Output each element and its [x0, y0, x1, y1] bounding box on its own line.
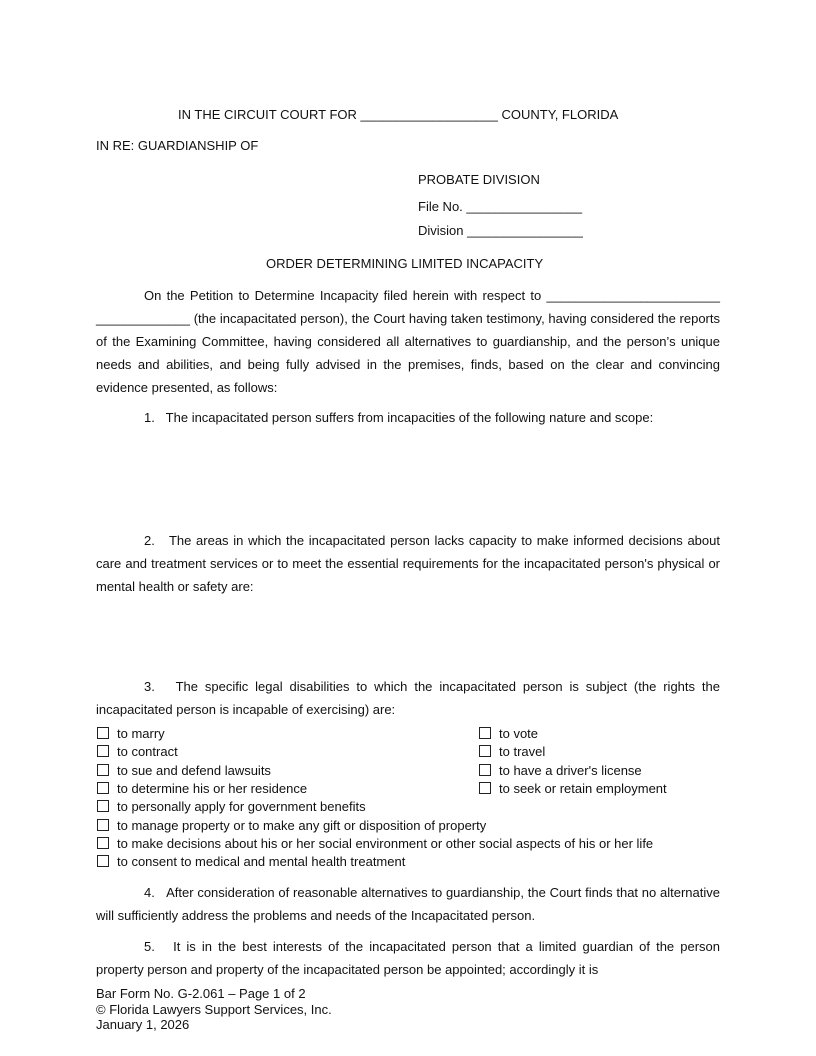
right-checkbox-item[interactable]: [97, 779, 307, 797]
right-label: to manage property or to make any gift or disposition of property: [117, 817, 487, 833]
checkbox[interactable]: [97, 727, 109, 739]
copyright-notice: © Florida Lawyers Support Services, Inc.: [96, 1001, 332, 1017]
right-checkbox-item[interactable]: [97, 797, 366, 815]
finding-5: 5. It is in the best interests of the incapacitated person that a limited guardian of the person property person and property of the incapacitated person be appointed; accordingly it is: [96, 939, 720, 977]
right-label: to sue and defend lawsuits: [117, 762, 271, 778]
finding-2: 2. The areas in which the incapacitated person lacks capacity to make informed decisions about care and treatment services or to meet the essential requirements for the incapacitated person's physical or mental health or safety are:: [96, 533, 720, 594]
right-checkbox-item[interactable]: [97, 761, 271, 779]
page-footer: [96, 986, 332, 1033]
checkbox[interactable]: [479, 727, 491, 739]
right-label: to vote: [499, 725, 539, 741]
court-caption: IN THE CIRCUIT COURT FOR ___________________ COUNTY, FLORIDA: [178, 107, 619, 122]
finding-1: 1. The incapacitated person suffers from incapacities of the following nature and scope:: [144, 410, 654, 425]
right-label: to marry: [117, 725, 165, 741]
right-checkbox-item[interactable]: [479, 761, 642, 779]
checkbox[interactable]: [97, 782, 109, 794]
right-label: to travel: [499, 743, 546, 759]
right-checkbox-item[interactable]: [479, 779, 667, 797]
checkbox[interactable]: [97, 819, 109, 831]
checkbox[interactable]: [97, 800, 109, 812]
file-number-field[interactable]: File No. ________________: [418, 199, 583, 214]
document-title: ORDER DETERMINING LIMITED INCAPACITY: [266, 256, 544, 271]
checkbox[interactable]: [97, 855, 109, 867]
form-date: January 1, 2026: [96, 1017, 190, 1032]
right-label: to personally apply for government benefits: [117, 798, 366, 814]
right-checkbox-item[interactable]: [97, 834, 653, 852]
right-label: to determine his or her residence: [117, 780, 308, 796]
right-checkbox-item[interactable]: [479, 724, 538, 742]
right-label: to have a driver's license: [499, 762, 642, 778]
checkbox[interactable]: [479, 782, 491, 794]
right-label: to contract: [117, 743, 178, 759]
division-field[interactable]: Division ________________: [418, 223, 583, 238]
in-re-caption: IN RE: GUARDIANSHIP OF: [96, 138, 259, 153]
probate-division: PROBATE DIVISION: [418, 172, 540, 187]
right-checkbox-item[interactable]: [97, 816, 486, 834]
checkbox[interactable]: [97, 764, 109, 776]
checkbox[interactable]: [97, 837, 109, 849]
checkbox[interactable]: [479, 764, 491, 776]
right-checkbox-item[interactable]: [97, 852, 405, 870]
finding-3: 3. The specific legal disabilities to which the incapacitated person is subject (the rights the incapacitated person is incapable of exercising) are:: [96, 679, 720, 717]
intro-paragraph: On the Petition to Determine Incapacity filed herein with respect to ________________________ _____________ (the incapacitated person), the Court having taken testimony, having considered the reports of the Examining Committee, having considered all alternatives to guardianship, and the person’s unique needs and abilities, and being fully advised in the premises, finds, based on the clear and convincing evidence presented, as follows:: [96, 288, 720, 395]
right-label: to consent to medical and mental health treatment: [117, 853, 406, 869]
right-label: to make decisions about his or her social environment or other social aspects of his or her life: [117, 835, 654, 851]
right-label: to seek or retain employment: [499, 780, 667, 796]
right-checkbox-item[interactable]: [479, 742, 545, 760]
right-checkbox-item[interactable]: [97, 742, 178, 760]
checkbox[interactable]: [97, 745, 109, 757]
form-number: Bar Form No. G-2.061 – Page 1 of 2: [96, 986, 306, 1001]
right-checkbox-item[interactable]: [97, 724, 165, 742]
finding-4: 4. After consideration of reasonable alternatives to guardianship, the Court finds that no alternative will sufficiently address the problems and needs of the Incapacitated person.: [96, 885, 720, 923]
checkbox[interactable]: [479, 745, 491, 757]
